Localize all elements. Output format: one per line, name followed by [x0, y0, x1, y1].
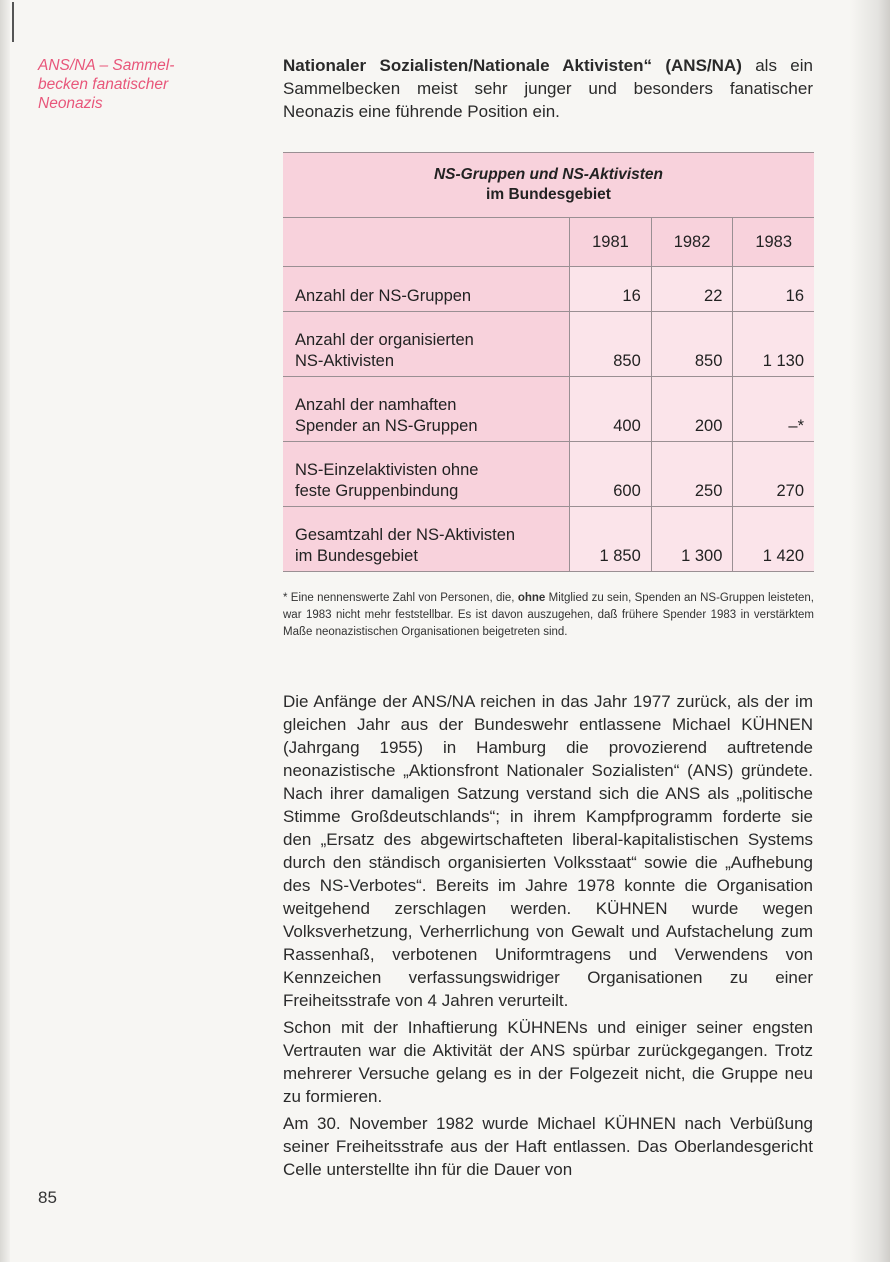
- table-row: [283, 442, 814, 507]
- table-row: [283, 377, 814, 442]
- table-row: [283, 312, 814, 377]
- row-value: –*: [733, 377, 814, 442]
- row-value: 250: [651, 442, 733, 507]
- row-label: [283, 377, 570, 442]
- row-value: 400: [570, 377, 652, 442]
- margin-note-line: ANS/NA – Sammel-: [38, 57, 175, 74]
- row-value: 22: [651, 267, 733, 312]
- row-value: 1 420: [733, 507, 814, 572]
- footnote-bold: ohne: [517, 592, 546, 604]
- intro-paragraph: [283, 54, 813, 123]
- page-number: 85: [38, 1188, 57, 1207]
- margin-note-line: becken fanatischer: [38, 76, 169, 93]
- intro-bold-text: Nationaler Sozialisten/Nationale Aktivisten“ (ANS/NA): [283, 56, 742, 75]
- body-text: [283, 690, 813, 1185]
- row-value: 850: [570, 312, 652, 377]
- page-edge-left: [0, 0, 10, 1262]
- row-label-line: Gesamtzahl der NS-Aktivisten: [295, 526, 516, 544]
- footnote-text: Mitglied zu sein, Spenden an NS-Gruppen leisteten, war 1983 nicht mehr feststellbar. Es ist davon auszugehen, daß frühere Spender 1983 in verstärktem Maße neonazistischen Organisationen beigetreten sind.: [283, 592, 815, 638]
- margin-note-line: Neonazis: [38, 95, 103, 112]
- row-value: 1 850: [570, 507, 652, 572]
- table-title: [283, 153, 814, 218]
- body-paragraph: Schon mit der Inhaftierung KÜHNENs und einiger seiner engsten Vertrauten war die Aktivität der ANS spürbar zurückgegangen. Trotz mehrerer Versuche gelang es in der Folgezeit nicht, die Gruppe neu zu formieren.: [283, 1018, 813, 1106]
- intro-rest-text: als ein Sammelbecken meist sehr junger und besonders fanatischer Neonazis eine führende Position ein.: [283, 56, 813, 121]
- row-label: [283, 507, 570, 572]
- row-label-line: Anzahl der namhaften: [295, 396, 457, 414]
- table-row: [283, 267, 814, 312]
- table-header-row: [283, 218, 814, 267]
- header-year-1983: 1983: [733, 218, 814, 267]
- margin-note: [38, 56, 238, 113]
- row-value: 850: [651, 312, 733, 377]
- row-label-line: NS-Einzelaktivisten ohne: [295, 461, 479, 479]
- table-row: [283, 507, 814, 572]
- header-year-1982: 1982: [651, 218, 733, 267]
- row-label-line: feste Gruppenbindung: [295, 482, 459, 500]
- row-value: 600: [570, 442, 652, 507]
- footnote-text: * Eine nennenswerte Zahl von Personen, die,: [283, 592, 518, 604]
- row-label-line: NS-Aktivisten: [295, 352, 395, 370]
- row-label-line: Spender an NS-Gruppen: [295, 417, 478, 435]
- row-label-line: Anzahl der organisierten: [295, 331, 474, 349]
- table-footnote: [283, 590, 814, 641]
- table-title-line2: im Bundesgebiet: [486, 186, 611, 203]
- row-value: 1 130: [733, 312, 814, 377]
- crop-mark: [12, 2, 14, 42]
- page-edge-right: [850, 0, 890, 1262]
- row-label-line: im Bundesgebiet: [295, 547, 418, 565]
- header-empty-cell: [283, 218, 570, 267]
- statistics-table: [283, 152, 814, 572]
- body-paragraph: Am 30. November 1982 wurde Michael KÜHNEN nach Verbüßung seiner Freiheitsstrafe aus der Haft entlassen. Das Oberlandesgericht Celle unterstellte ihn für die Dauer von: [283, 1114, 813, 1179]
- table-title-row: [283, 153, 814, 218]
- row-label: [283, 267, 570, 312]
- row-value: 270: [733, 442, 814, 507]
- row-label-line: Anzahl der NS-Gruppen: [295, 287, 472, 305]
- table-title-line1: NS-Gruppen und NS-Aktivisten: [433, 166, 664, 183]
- row-value: 16: [570, 267, 652, 312]
- row-value: 200: [651, 377, 733, 442]
- body-paragraph: Die Anfänge der ANS/NA reichen in das Jahr 1977 zurück, als der im gleichen Jahr aus der Bundeswehr entlassene Michael KÜHNEN (Jahrgang 1955) in Hamburg die provozierend auftretende neonazistische „Aktionsfront Nationaler Sozialisten“ (ANS) gründete. Nach ihrer damaligen Satzung verstand sich die ANS als „politische Stimme Großdeutschlands“; in ihrem Kampfprogramm forderte sie den „Ersatz des abgewirtschafteten liberal-kapitalistischen Systems durch den ständisch organisierten Volksstaat“ sowie die „Aufhebung des NS-Verbotes“. Bereits im Jahre 1978 konnte die Organisation weitgehend zerschlagen werden. KÜHNEN wurde wegen Volksverhetzung, Verherrlichung von Gewalt und Aufstachelung zum Rassenhaß, verbotenen Uniformtragens und Verwendens von Kennzeichen verfassungswidriger Organisationen zu einer Freiheitsstrafe von 4 Jahren verurteilt.: [283, 692, 813, 1010]
- header-year-1981: 1981: [570, 218, 652, 267]
- row-value: 1 300: [651, 507, 733, 572]
- row-label: [283, 312, 570, 377]
- row-label: [283, 442, 570, 507]
- row-value: 16: [733, 267, 814, 312]
